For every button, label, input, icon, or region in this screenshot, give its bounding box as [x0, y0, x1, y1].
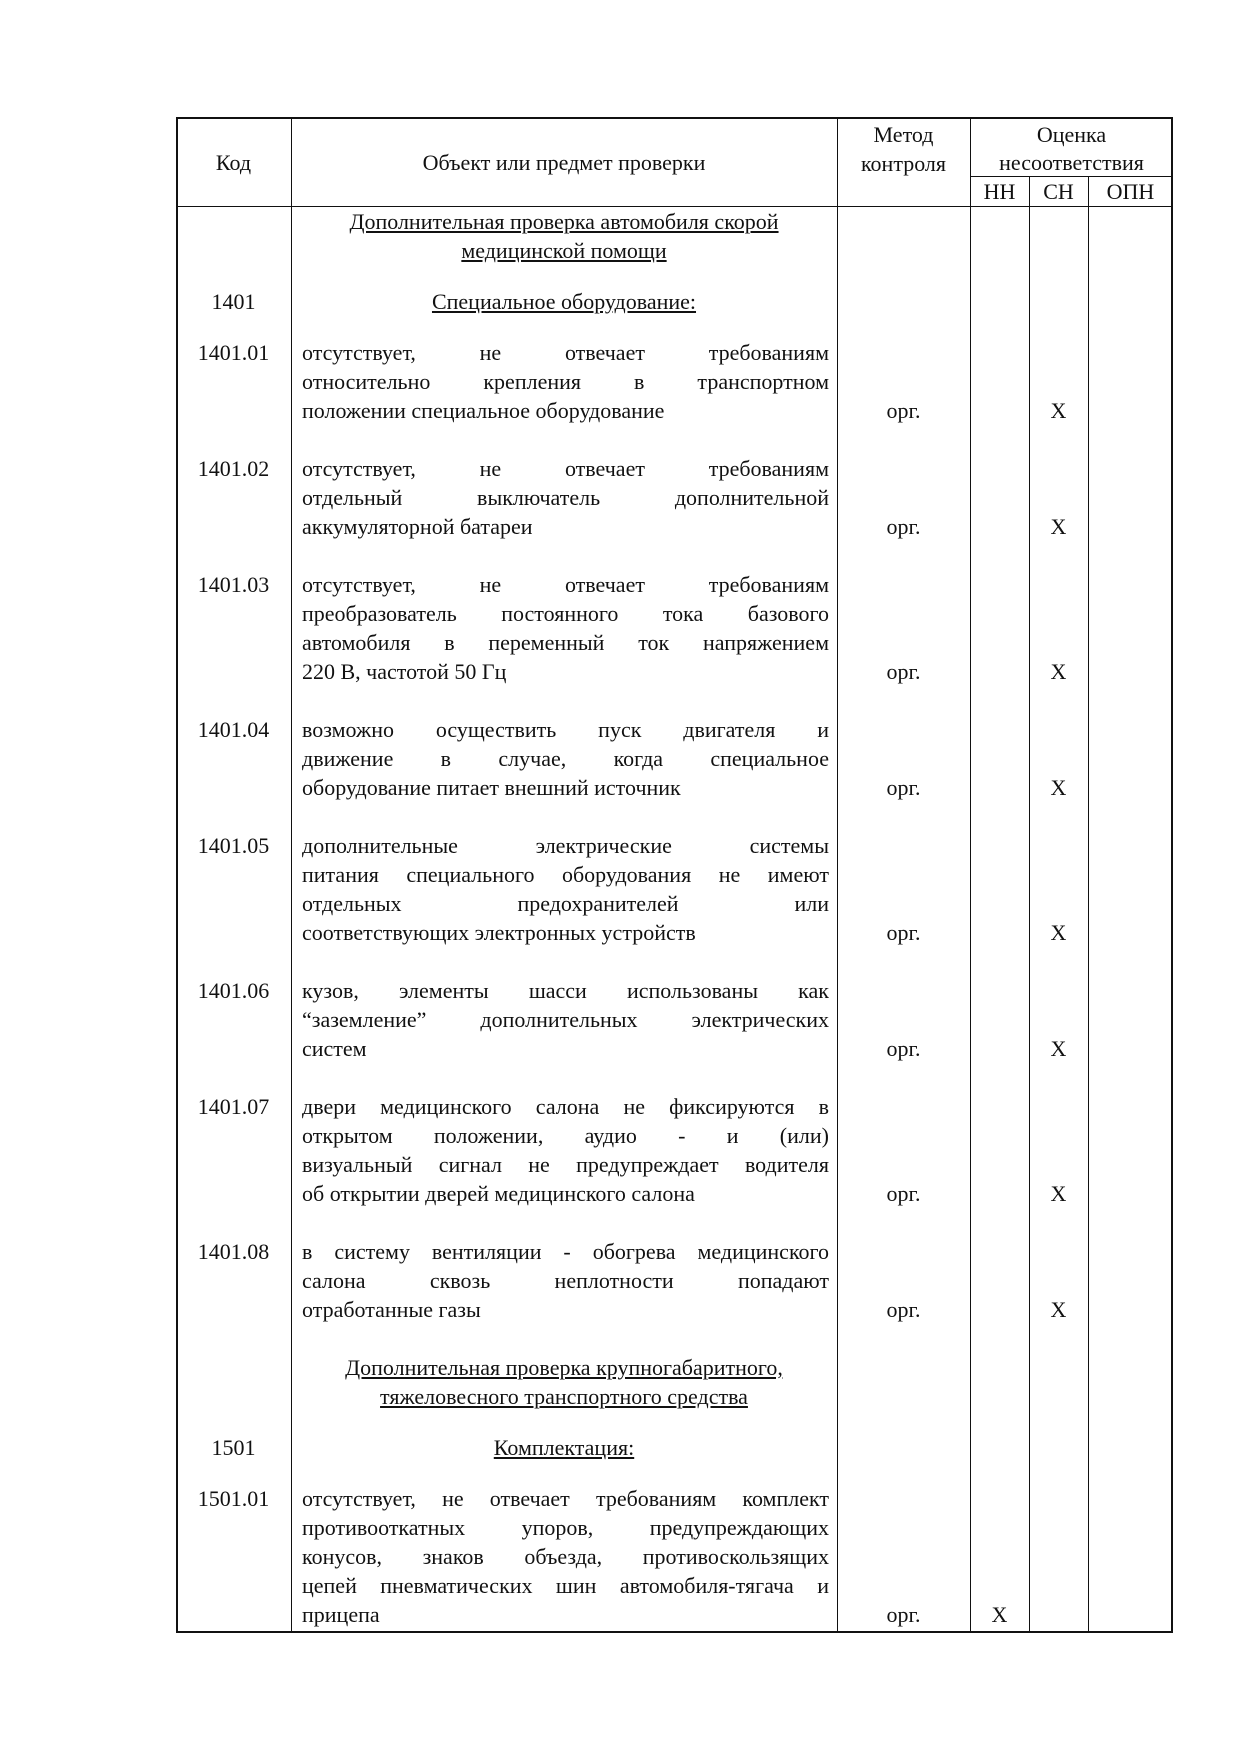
row-description-line: положении специальное оборудование: [302, 398, 665, 423]
row-description-line: движение в случае, когда специальное: [302, 746, 829, 771]
row-description-line: “заземление” дополнительных электрических: [302, 1007, 829, 1032]
row-description-line: соответствующих электронных устройств: [302, 920, 696, 945]
section-title-line2: тяжеловесного транспортного средства: [380, 1384, 748, 1409]
row-description-line: аккумуляторной батареи: [302, 514, 533, 539]
row-code: 1501.01: [197, 1486, 270, 1511]
section-title-line1: Дополнительная проверка крупногабаритного,: [345, 1355, 783, 1380]
group-title: Комплектация:: [493, 1435, 635, 1460]
row-description-line: отдельных предохранителей или: [302, 891, 829, 916]
row-description-line: 220 В, частотой 50 Гц: [302, 659, 507, 684]
header-nn: НН: [983, 179, 1016, 204]
row-mark-sn: X: [1050, 1297, 1067, 1322]
row-code: 1401.03: [197, 572, 270, 597]
row-description-line: отсутствует, не отвечает требованиям комплект: [302, 1486, 829, 1511]
divider-nn-sn: [1029, 176, 1030, 1633]
row-mark-sn: X: [1050, 398, 1067, 423]
row-code: 1401.01: [197, 340, 270, 365]
row-mark-sn: X: [1050, 775, 1067, 800]
row-description-line: прицепа: [302, 1602, 380, 1627]
row-description-line: дополнительные электрические системы: [302, 833, 829, 858]
row-method: орг.: [886, 1036, 921, 1061]
row-mark-sn: X: [1050, 659, 1067, 684]
row-description-line: салона сквозь неплотности попадают: [302, 1268, 829, 1293]
section-title-line1: Дополнительная проверка автомобиля скорой: [349, 209, 779, 234]
row-description-line: возможно осуществить пуск двигателя и: [302, 717, 829, 742]
row-method: орг.: [886, 659, 921, 684]
row-mark-sn: X: [1050, 1036, 1067, 1061]
row-description-line: преобразователь постоянного тока базового: [302, 601, 829, 626]
header-sn: СН: [1043, 179, 1074, 204]
group-code: 1401: [211, 289, 256, 314]
header-method-line2: контроля: [860, 151, 947, 176]
row-method: орг.: [886, 1181, 921, 1206]
row-description-line: открытом положении, аудио - и (или): [302, 1123, 829, 1148]
row-description-line: отработанные газы: [302, 1297, 481, 1322]
header-assessment-line1: Оценка: [1036, 122, 1107, 147]
row-code: 1401.04: [197, 717, 270, 742]
row-description-line: конусов, знаков объезда, противоскользящих: [302, 1544, 829, 1569]
row-description-line: визуальный сигнал не предупреждает водителя: [302, 1152, 829, 1177]
row-description-line: отсутствует, не отвечает требованиям: [302, 572, 829, 597]
divider-sn-opn: [1088, 176, 1089, 1633]
row-description-line: автомобиля в переменный ток напряжением: [302, 630, 829, 655]
row-method: орг.: [886, 514, 921, 539]
section-title-line2: медицинской помощи: [461, 238, 667, 263]
row-description-line: относительно крепления в транспортном: [302, 369, 829, 394]
row-description-line: об открытии дверей медицинского салона: [302, 1181, 695, 1206]
row-method: орг.: [886, 398, 921, 423]
row-description-line: в систему вентиляции - обогрева медицинского: [302, 1239, 829, 1264]
row-code: 1401.08: [197, 1239, 270, 1264]
row-description-line: оборудование питает внешний источник: [302, 775, 681, 800]
group-title: Специальное оборудование:: [431, 289, 697, 314]
row-mark-sn: X: [1050, 514, 1067, 539]
row-mark-sn: X: [1050, 1181, 1067, 1206]
row-description-line: кузов, элементы шасси использованы как: [302, 978, 829, 1003]
row-description-line: систем: [302, 1036, 367, 1061]
row-description-line: отсутствует, не отвечает требованиям: [302, 456, 829, 481]
row-mark-sn: X: [1050, 920, 1067, 945]
row-description-line: отсутствует, не отвечает требованиям: [302, 340, 829, 365]
row-description-line: двери медицинского салона не фиксируются в: [302, 1094, 829, 1119]
row-description-line: цепей пневматических шин автомобиля-тягача и: [302, 1573, 829, 1598]
header-method-line1: Метод: [873, 122, 934, 147]
group-code: 1501: [211, 1435, 256, 1460]
row-method: орг.: [886, 1602, 921, 1627]
row-description-line: отдельный выключатель дополнительной: [302, 485, 829, 510]
row-method: орг.: [886, 775, 921, 800]
row-code: 1401.02: [197, 456, 270, 481]
divider-method-assessment: [970, 117, 971, 1633]
row-description-line: питания специального оборудования не имеют: [302, 862, 829, 887]
row-code: 1401.07: [197, 1094, 270, 1119]
row-code: 1401.06: [197, 978, 270, 1003]
header-opn: ОПН: [1106, 179, 1155, 204]
row-method: орг.: [886, 1297, 921, 1322]
row-method: орг.: [886, 920, 921, 945]
row-code: 1401.05: [197, 833, 270, 858]
header-assessment-line2: несоответствия: [999, 150, 1144, 175]
header-code: Код: [215, 150, 252, 175]
divider-object-method: [837, 117, 838, 1633]
header-object: Объект или предмет проверки: [422, 150, 706, 175]
row-description-line: противооткатных упоров, предупреждающих: [302, 1515, 829, 1540]
row-mark-nn: X: [991, 1602, 1008, 1627]
